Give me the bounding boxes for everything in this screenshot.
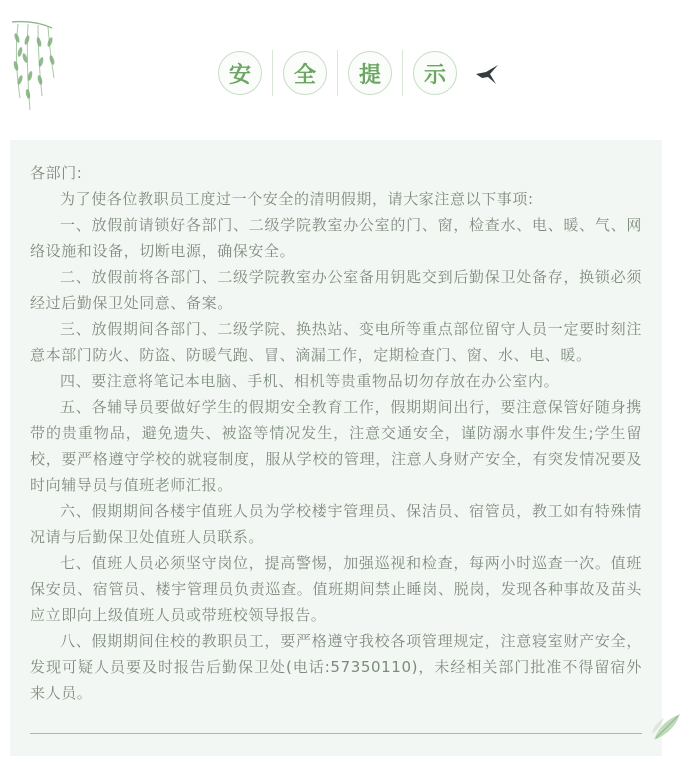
notice-item: 二、放假前将各部门、二级学院教室办公室备用钥匙交到后勤保卫处备存，换锁必须经过后勤保卫处同意、备案。 [30, 268, 642, 312]
swallow-icon [474, 64, 500, 86]
title-char: 示 [413, 51, 457, 95]
notice-item: 八、假期期间住校的教职员工，要严格遵守我校各项管理规定，注意寝室财产安全，发现可疑人员要及时报告后勤保卫处(电话:57350110)，未经相关部门批准不得留宿外来人员。 [30, 632, 642, 702]
leaf-icon [650, 710, 684, 744]
title-char: 全 [283, 51, 327, 95]
notice-item: 六、假期期间各楼宇值班人员为学校楼宇管理员、保洁员、宿管员，教工如有特殊情况请与后勤保卫处值班人员联系。 [30, 502, 642, 546]
notice-item: 一、放假前请锁好各部门、二级学院教室办公室的门、窗，检查水、电、暖、气、网络设施和设备，切断电源，确保安全。 [30, 216, 642, 260]
notice-item: 四、要注意将笔记本电脑、手机、相机等贵重物品切勿存放在办公室内。 [60, 372, 560, 390]
willow-icon [4, 18, 84, 118]
title-divider [402, 50, 403, 96]
title-divider [337, 50, 338, 96]
notice-intro: 为了使各位教职员工度过一个安全的清明假期，请大家注意以下事项: [60, 190, 534, 208]
notice-item: 七、值班人员必须坚守岗位，提高警惕，加强巡视和检查，每两小时巡查一次。值班保安员、宿管员、楼宇管理员负责巡查。值班期间禁止睡岗、脱岗，发现各种事故及苗头应立即向上级值班人员或带班校领导报告。 [30, 554, 642, 624]
bottom-divider [30, 733, 642, 734]
notice-item: 五、各辅导员要做好学生的假期安全教育工作，假期期间出行，要注意保管好随身携带的贵重物品，避免遗失、被盗等情况发生，注意交通安全，谨防溺水事件发生;学生留校，要严格遵守学校的就寝制度，服从学校的管理，注意人身财产安全，有突发情况要及时向辅导员与值班老师汇报。 [30, 398, 642, 494]
title-divider [272, 50, 273, 96]
notice-item: 三、放假期间各部门、二级学院、换热站、变电所等重点部位留守人员一定要时刻注意本部门防火、防盗、防暖气跑、冒、滴漏工作，定期检查门、窗、水、电、暖。 [30, 320, 642, 364]
page-title [218, 48, 457, 98]
title-char: 安 [218, 51, 262, 95]
notice-greeting: 各部门: [30, 164, 83, 182]
title-char: 提 [348, 51, 392, 95]
notice-panel [10, 140, 662, 756]
